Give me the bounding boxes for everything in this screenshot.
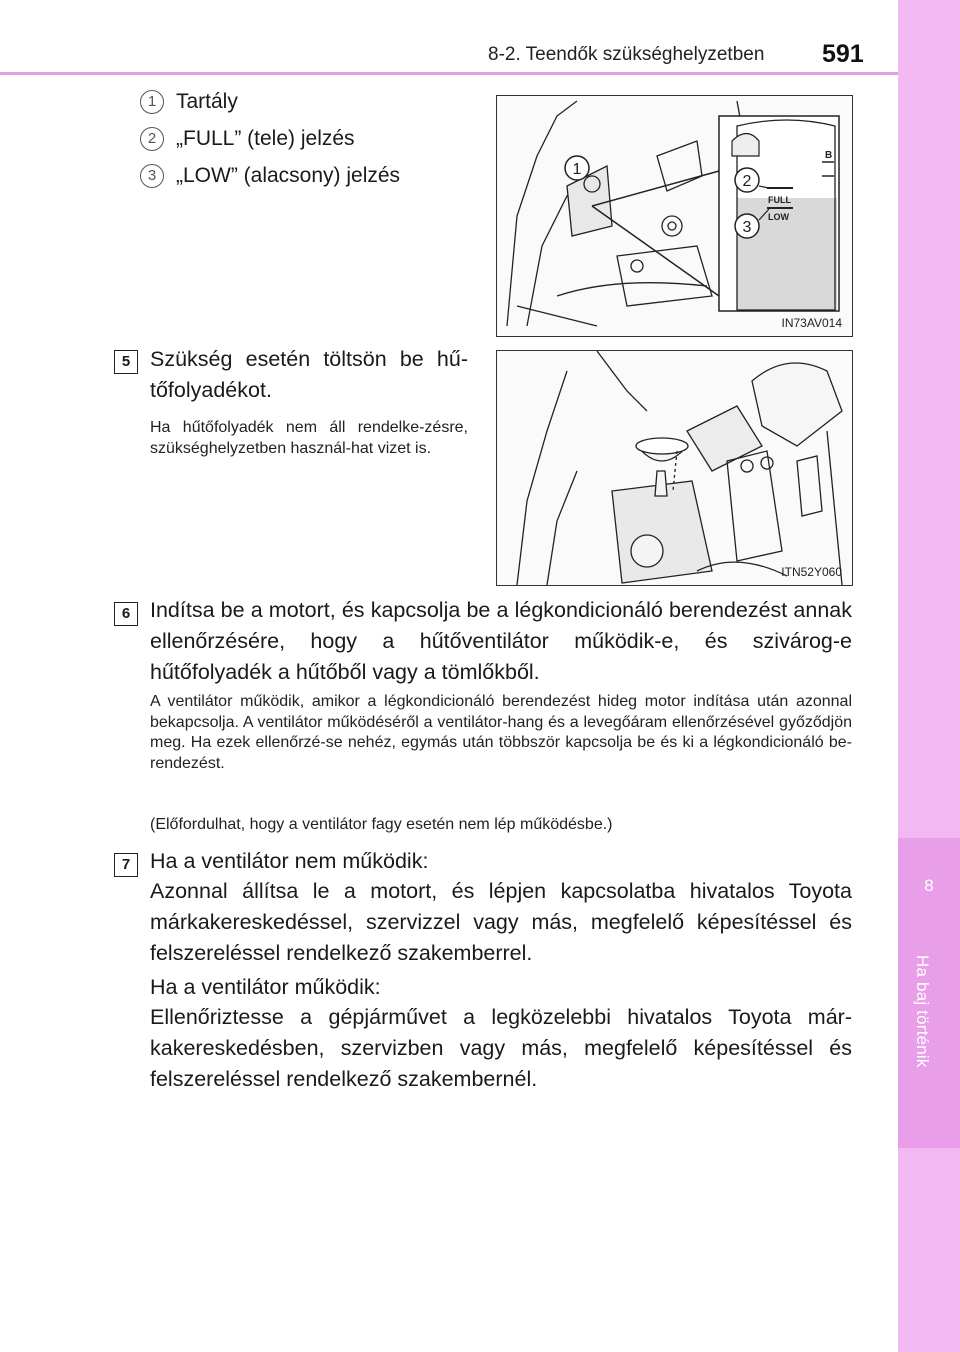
legend-label: „LOW” (alacsony) jelzés xyxy=(176,164,401,187)
callout-1 xyxy=(565,156,589,180)
step-5-text: Szükség esetén töltsön be hű-tőfolyadékot. xyxy=(150,347,468,402)
step-7-case1-title: Ha a ventilátor nem működik: xyxy=(150,849,429,873)
figure-code: ITN52Y060 xyxy=(781,565,842,579)
legend-item xyxy=(140,90,238,120)
reservoir-figure xyxy=(496,95,853,337)
step-6-text: Indítsa be a motort, és kapcsolja be a légkondicionáló berendezést annak ellenőrzésére, hogy a hűtőventilátor működik-e, és szivárog-e hűtőfolyadék a hűtőből vagy a tömlőkből. xyxy=(150,598,852,684)
legend-item xyxy=(140,127,355,157)
step-6-note: A ventilátor működik, amikor a légkondicionáló berendezést hideg motor indítása után azonnal bekapcsolja. A ventilátor működéséről a ventilátor-hang és a levegőáram ellenőrzésével győződjön meg. Ha ezek ellenőrzé-se nehéz, egymás után többször kapcsolja be és ki a légkondicionáló be-rendezést. xyxy=(150,693,852,772)
page-number: 591 xyxy=(822,40,864,68)
step-badge: 5 xyxy=(114,350,138,374)
chapter-title: Ha baj történik xyxy=(913,955,932,1068)
step-6-note-2: (Előfordulhat, hogy a ventilátor fagy esetén nem lép működésbe.) xyxy=(150,816,613,833)
b-mark: B xyxy=(825,150,833,161)
coolant-fill-figure xyxy=(496,350,853,586)
legend-label: Tartály xyxy=(176,90,238,113)
legend-number: 1 xyxy=(140,90,164,114)
chapter-number: 8 xyxy=(924,876,934,895)
section-title: 8-2. Teendők szükséghelyzetben xyxy=(488,44,765,65)
legend-number: 3 xyxy=(140,164,164,188)
svg-text:2: 2 xyxy=(742,173,752,190)
step-7-case1-text: Azonnal állítsa le a motort, és lépjen kapcsolatba hivatalos Toyota márkakereskedéssel, szervizzel vagy más, megfelelő képesítéssel és felszereléssel rendelkező szakemberrel. xyxy=(150,879,852,965)
step-badge: 6 xyxy=(114,602,138,626)
step-badge: 7 xyxy=(114,853,138,877)
legend-label: „FULL” (tele) jelzés xyxy=(176,127,355,150)
low-mark: LOW xyxy=(768,212,789,222)
legend-item xyxy=(140,164,401,194)
step-7-case2-title: Ha a ventilátor működik: xyxy=(150,975,381,999)
reservoir-inset xyxy=(719,116,839,311)
svg-text:1: 1 xyxy=(572,161,582,178)
full-mark: FULL xyxy=(768,195,791,205)
figure-code: IN73AV014 xyxy=(781,316,842,330)
engine-bay-illustration xyxy=(497,96,852,336)
step-5-note: Ha hűtőfolyadék nem áll rendelke-zésre, szükséghelyzetben használ-hat vizet is. xyxy=(150,419,468,457)
legend-number: 2 xyxy=(140,127,164,151)
coolant-fill-illustration xyxy=(497,351,852,585)
svg-text:3: 3 xyxy=(742,219,752,236)
step-7-case2-text: Ellenőriztesse a gépjárművet a legközelebbi hivatalos Toyota már-kakereskedésben, szervizben vagy más, megfelelő képesítéssel és felszereléssel rendelkező szakembernél. xyxy=(150,1005,852,1091)
header-divider xyxy=(0,72,898,75)
chapter-sidebar xyxy=(898,0,960,1352)
